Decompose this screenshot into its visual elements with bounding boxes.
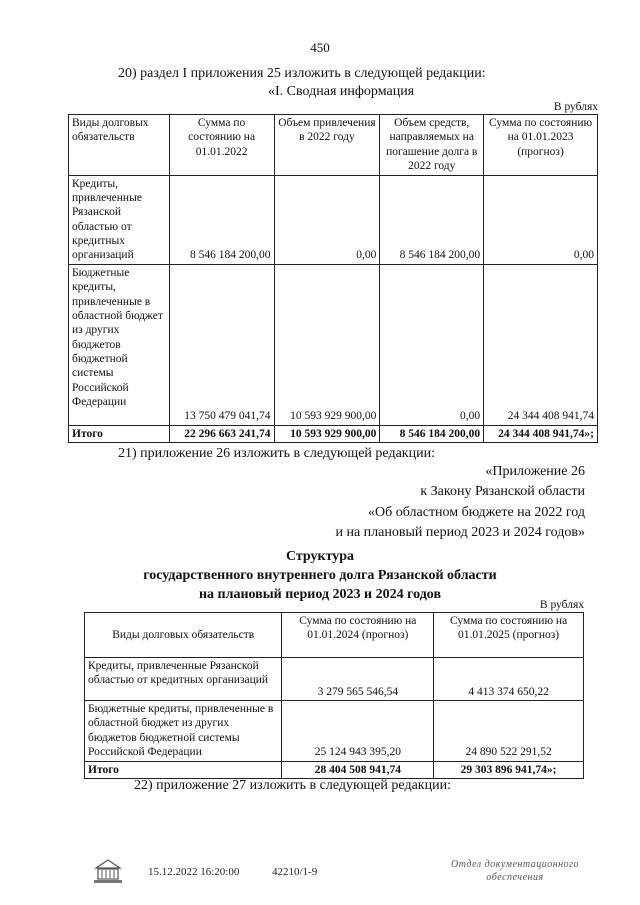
table-total-row — [85, 761, 584, 778]
cell-value: 24 344 408 941,74 — [484, 264, 598, 425]
total-label: Итого — [69, 425, 170, 442]
total-value: 10 593 929 900,00 — [274, 425, 380, 442]
title-line: Структура — [285, 549, 355, 564]
cell-value: 8 546 184 200,00 — [380, 175, 484, 264]
structure-table — [84, 612, 584, 779]
header-debt-type: Виды долговых обязательств — [69, 115, 170, 176]
annex-block — [335, 462, 585, 543]
header-balance-2025: Сумма по состоянию на 01.01.2025 (прогноз) — [434, 613, 584, 658]
section-title: «I. Сводная информация — [268, 84, 415, 99]
table-header-row — [69, 115, 598, 176]
unit-label-1: В рублях — [553, 101, 598, 113]
footer-datetime: 15.12.2022 16:20:00 — [148, 866, 240, 878]
total-value: 8 546 184 200,00 — [380, 425, 484, 442]
table-row — [85, 701, 584, 762]
title-line: на плановый период 2023 и 2024 годов — [198, 586, 442, 602]
total-label: Итого — [85, 761, 282, 778]
department-stamp — [430, 858, 600, 884]
cell-value: 4 413 374 650,22 — [434, 658, 584, 701]
duma-emblem-icon — [90, 858, 126, 886]
annex-line: и на плановый период 2023 и 2024 годов» — [335, 524, 585, 540]
cell-value: 10 593 929 900,00 — [274, 264, 380, 425]
total-value: 29 303 896 941,74»; — [434, 761, 584, 778]
total-value: 28 404 508 941,74 — [282, 761, 434, 778]
title-line: государственного внутреннего долга Рязанской области — [143, 567, 497, 583]
unit-label-2: В рублях — [539, 599, 584, 611]
table-row — [69, 175, 598, 264]
header-repayment-2022: Объем средств, направляемых на погашение долга в 2022 году — [380, 115, 484, 176]
header-debt-type: Виды долговых обязательств — [85, 613, 282, 658]
row-label: Кредиты, привлеченные Рязанской областью от кредитных организаций — [69, 175, 170, 264]
row-label: Кредиты, привлеченные Рязанской областью от кредитных организаций — [85, 658, 282, 701]
stamp-line: Отдел документационного — [450, 859, 580, 870]
annex-line: «Приложение 26 — [485, 464, 585, 479]
row-label: Бюджетные кредиты, привлеченные в областной бюджет из других бюджетов бюджетной системы Российской Федерации — [69, 264, 170, 425]
cell-value: 3 279 565 546,54 — [282, 658, 434, 701]
stamp-line: обеспечения — [486, 872, 544, 883]
table-row — [85, 658, 584, 701]
annex-line: «Об областном бюджете на 2022 год — [368, 504, 585, 520]
item-20-text: 20) раздел I приложения 25 изложить в следующей редакции: — [118, 66, 486, 81]
page-number: 450 — [310, 40, 330, 55]
annex-line: к Закону Рязанской области — [420, 484, 585, 500]
cell-value: 0,00 — [274, 175, 380, 264]
table-header-row — [85, 613, 584, 658]
table-row — [69, 264, 598, 425]
item-21-text: 21) приложение 26 изложить в следующей редакции: — [118, 446, 435, 461]
structure-title — [0, 548, 640, 605]
cell-value: 25 124 943 395,20 — [282, 701, 434, 762]
total-value: 24 344 408 941,74»; — [484, 425, 598, 442]
total-value: 22 296 663 241,74 — [169, 425, 274, 442]
cell-value: 13 750 479 041,74 — [169, 264, 274, 425]
cell-value: 8 546 184 200,00 — [169, 175, 274, 264]
footer-doc-number: 42210/1-9 — [272, 866, 318, 878]
cell-value: 0,00 — [484, 175, 598, 264]
table-total-row — [69, 425, 598, 442]
header-balance-2022: Сумма по состоянию на 01.01.2022 — [169, 115, 274, 176]
row-label: Бюджетные кредиты, привлеченные в областной бюджет из других бюджетов бюджетной системы Российской Федерации — [85, 701, 282, 762]
header-borrowing-2022: Объем привлечения в 2022 году — [274, 115, 380, 176]
cell-value: 24 890 522 291,52 — [434, 701, 584, 762]
cell-value: 0,00 — [380, 264, 484, 425]
item-22-text: 22) приложение 27 изложить в следующей редакции: — [134, 778, 451, 793]
header-balance-2024: Сумма по состоянию на 01.01.2024 (прогноз) — [282, 613, 434, 658]
header-balance-2023: Сумма по состоянию на 01.01.2023 (прогноз) — [484, 115, 598, 176]
summary-table — [68, 114, 598, 443]
